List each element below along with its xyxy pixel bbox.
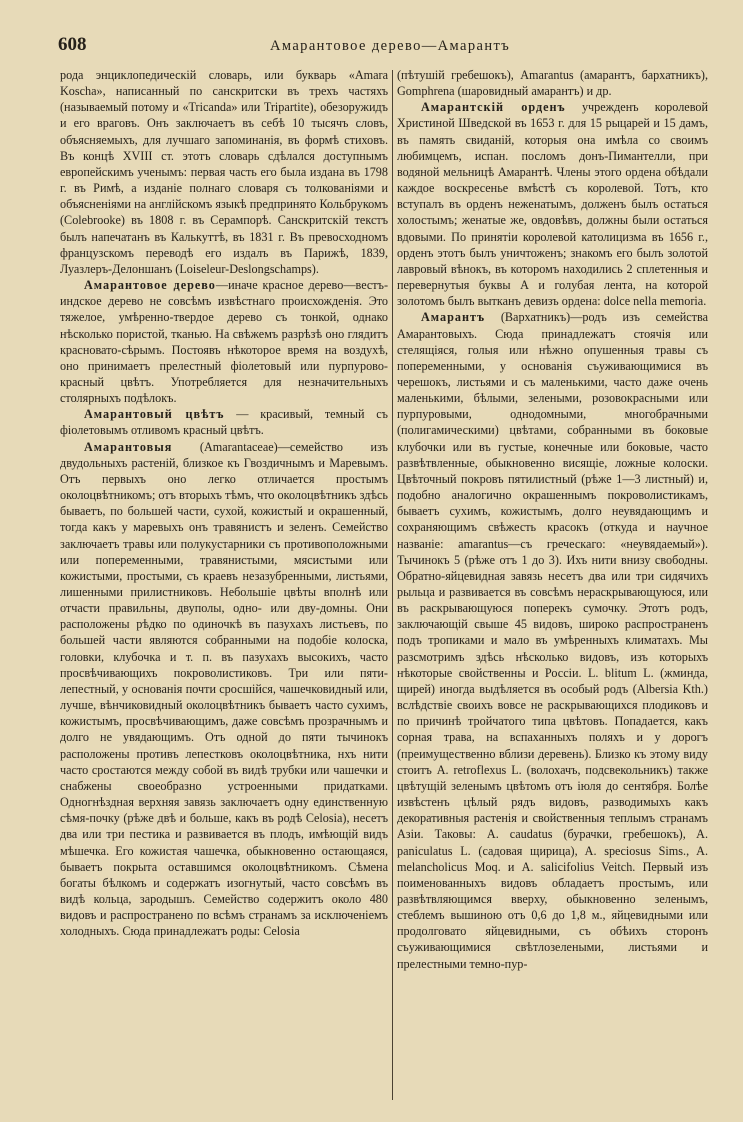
entry-amarantovoe-derevo [60, 277, 388, 406]
headword: Амарантовое дерево [84, 278, 216, 293]
continued-paragraph: рода энциклопедическій словарь, или букварь «Amara Koscha», написанный по санскритски въ трехъ частяхъ (называемый потому и «Tricanda» или Tripartite), обезоружидъ и его враговъ. Онъ заключаетъ въ себѣ 10 тысячъ словъ, объясняемыхъ, для лучшаго запоминанія, въ формѣ стиховъ. Въ концѣ XVIII ст. этотъ словарь сдѣлался доступнымъ европейскимъ ученымъ: первая часть его была издана въ 1798 г. въ Римѣ, а изданіе полнаго словаря съ толкованіями и объясненіями на англійскомъ языкѣ предпринято Кольбрукомъ (Colebrooke) въ 1808 г. въ Серампорѣ. Санскритскій текстъ былъ напечатанъ въ Калькуттѣ, въ 1831 г. Въ превосходномъ французскомъ переводѣ его издалъ въ Парижѣ, 1839, Луазлеръ-Делоншанъ (Loiseleur-Deslongschamps). [60, 68, 388, 276]
entry-text: (Amarantaceae)—семейство изъ двудольныхъ растеній, близкое къ Гвоздичнымъ и Маревымъ. Отъ первыхъ оно легко отличается простымъ околоцвѣтникомъ; отъ вторыхъ тѣмъ, что околоцвѣтникъ здѣсь бываетъ, по большей части, сухой, кожистый и окрашенный, тогда какъ у маревыхъ онъ травянистъ и зеленъ. Семейство заключаетъ травы или полукустарники съ противоположными или попеременными, травянистыми, мясистыми или кожистыми, простыми, съ краевъ незазубренными, листьями, лишенными прилистниковъ. Небольшіе цвѣты вполнѣ или отчасти правильны, двуполы, одно- или дву-домны. Они расположены рѣдко по одиночкѣ въ пазухахъ листьевъ, по большей части являются собранными на подобіе колоска, головки, клубочка и т. п. въ пазухахъ высокихъ, часто просвѣчивающихъ покроволистиковъ. Три или пяти-лепестный, у основанія почти сросшійся, чашечковидный или, лучше, вѣнчиковидный околоцвѣтникъ бываетъ часто сухимъ, кожистымъ, просвѣчивающимъ, даже совсѣмъ прозрачнымъ и долго не увядающимъ. Отъ одной до пяти тычинокъ расположены противъ лепестковъ околоцвѣтника, нхъ нити часто сростаются между собой въ видѣ трубки или чашечки и снабжены своеобразно устроенными придатками. Одногнѣздная верхняя завязь заключаетъ одну единственную сѣмя-почку (рѣже двѣ и больше, какъ въ родѣ Celosia), несетъ два или три пестика и развивается въ плодъ, имѣющій видъ мѣшечка. Его кожистая чашечка, обыкновенно остающаяся, бываетъ покрыта оставшимся околоцвѣтникомъ. Сѣмена богаты бѣлкомъ и содержатъ изогнутый, часто совсѣмъ въ видѣ кольца, зародышъ. Семейство содержитъ около 480 видовъ и распространено по всѣмъ странамъ за исключеніемъ холодныхъ. Сюда принадлежатъ роды: Celosia [60, 439, 388, 939]
entry-amarantskii-orden [397, 99, 708, 309]
right-column [397, 67, 708, 1102]
entry-amarantovyya [60, 439, 388, 940]
running-head [0, 34, 743, 60]
headword: Амарантовыя [84, 439, 173, 454]
entry-amarant [397, 309, 708, 971]
headword: Амарантскій орденъ [421, 100, 566, 115]
entry-text: учрежденъ королевой Христиной Шведской въ 1653 г. для 15 рыцарей и 15 дамъ, въ память свиданій, которыя она имѣла со своимъ любимцемъ, испан. посломъ донъ-Пимантелли, при водяной мельницѣ Амарантѣ. Члены этого ордена обѣдали каждое воскресенье вмѣстѣ съ королевой. Тотъ, кто вступалъ въ орденъ неженатымъ, долженъ былъ остаться холостымъ; женатые же, овдовѣвъ, должны были остаться вдовыми. По принятіи королевой католицизма въ 1656 г., орденъ этотъ былъ уничтоженъ; знакомъ его былъ золотой лавровый вѣнокъ, въ которомъ находились 2 сплетенныя и перевернутыя буквы А и голубая лента, на которой золотомъ былъ вытканъ девизъ ордена: dolce nella memoria. [397, 100, 708, 309]
headword: Амарантъ [421, 310, 486, 325]
entry-text: (Вархатникъ)—родъ изъ семейства Амарантовыхъ. Сюда принадлежатъ стоячія или стелящіяся, голыя или нѣжно опушенныя травы съ попеременными, у основанія съуживающимися въ черешокъ, листьями и съ маленькими, часто даже очень маленькими, бѣлыми, зелеными, розовокрасными или пурпуровыми, однодомными, многобрачными (полигамическими) цвѣтами, собранными въ боковые клубочки или въ густые, конечные или боковые, часто развѣтвленные, обыкновенно висящіе, ложные колоски. Цвѣточный покровъ пятилистный (рѣже 1—3 листный) и, подобно аналогично окрашеннымъ покроволистикамъ, бываетъ сухимъ, кожистымъ, долго неувядающимъ и сохраняющимъ свѣжесть красокъ (откуда и научное названіе: amarantus—съ греческаго: «неувядаемый»). Тычинокъ 5 (рѣже отъ 1 до 3). Ихъ нити внизу свободны. Обратно-яйцевидная завязь несетъ два или три сидячихъ рыльца и развивается въ совсѣмъ нераскрывающуюся, или въ раскрывающуюся поперекъ сумочку. Этотъ родъ, заключающій свыше 45 видовъ, широко распространенъ подъ тропиками и мало въ умѣренныхъ климатахъ. Мы разсмотримъ здѣсь нѣсколько видовъ, изъ которыхъ нѣкоторые свойственны и Россіи. L. blitum L. (жминда, щирей) иногда выдѣляется въ особый родъ (Albersia Kth.) вслѣдствіе своихъ вовсе не раскрывающихся плодиковъ и по причинѣ тройчатого типа цвѣтовъ. Попадается, какъ сорная трава, на вспаханныхъ поляхъ и у дорогъ (преимущественно вблизи деревень). Близко къ этому виду стоитъ A. retroflexus L. (волохачъ, подсвекольникъ) также цвѣтущій зеленымъ цвѣтомъ отъ іюля до сентября. Болѣе извѣстенъ цѣлый рядъ видовъ, разводимыхъ какъ декоративныя растенія и свойственныя теплымъ странамъ Азіи. Таковы: A. caudatus (бурачки, гребешокъ), A. paniculatus L. (садовая щирица), A. speciosus Sims., A. melancholicus Moq. и A. salicifolius Veitch. Первый изъ поименованныхъ видовъ обладаетъ простымъ, или развѣтвляющимся вверху, обыкновенно зеленымъ, стеблемъ вышиною отъ 0,6 до 1,8 м., яйцевидными или продолговато яйцевидными, съ обѣихъ сторонъ съуживающимися свѣтлозелеными, листьями и прелестными темно-пур- [397, 310, 708, 971]
running-title: Амарантовое дерево—Амарантъ [270, 38, 511, 54]
continued-paragraph: (пѣтушій гребешокъ), Amarantus (амарантъ, бархатникъ), Gomphrena (шаровидный амарантъ) и др. [397, 68, 708, 99]
entry-amarantovyi-tsvet [60, 406, 388, 438]
column-divider [392, 70, 393, 1100]
page-number: 608 [58, 34, 87, 55]
left-column [60, 67, 388, 1102]
entry-text: —иначе красное дерево—вестъ-индское дерево не совсѣмъ извѣстнаго происхожденія. Это тяжелое, умѣренно-твердое дерево съ тонкой, однако нѣсколько пористой, тканью. На свѣжемъ разрѣзѣ оно глядитъ красновато-сѣрымъ. Постоявъ нѣкоторое время на воздухѣ, оно принимаетъ прелестный фіолетовый или пурпурово-красный цвѣтъ. Употребляется для незначительныхъ столярныхъ подѣлокъ. [60, 278, 388, 406]
entry-text: — красивый, темный съ фіолетовымъ отливомъ красный цвѣтъ. [60, 407, 388, 438]
headword: Амарантовый цвѣтъ [84, 407, 225, 422]
